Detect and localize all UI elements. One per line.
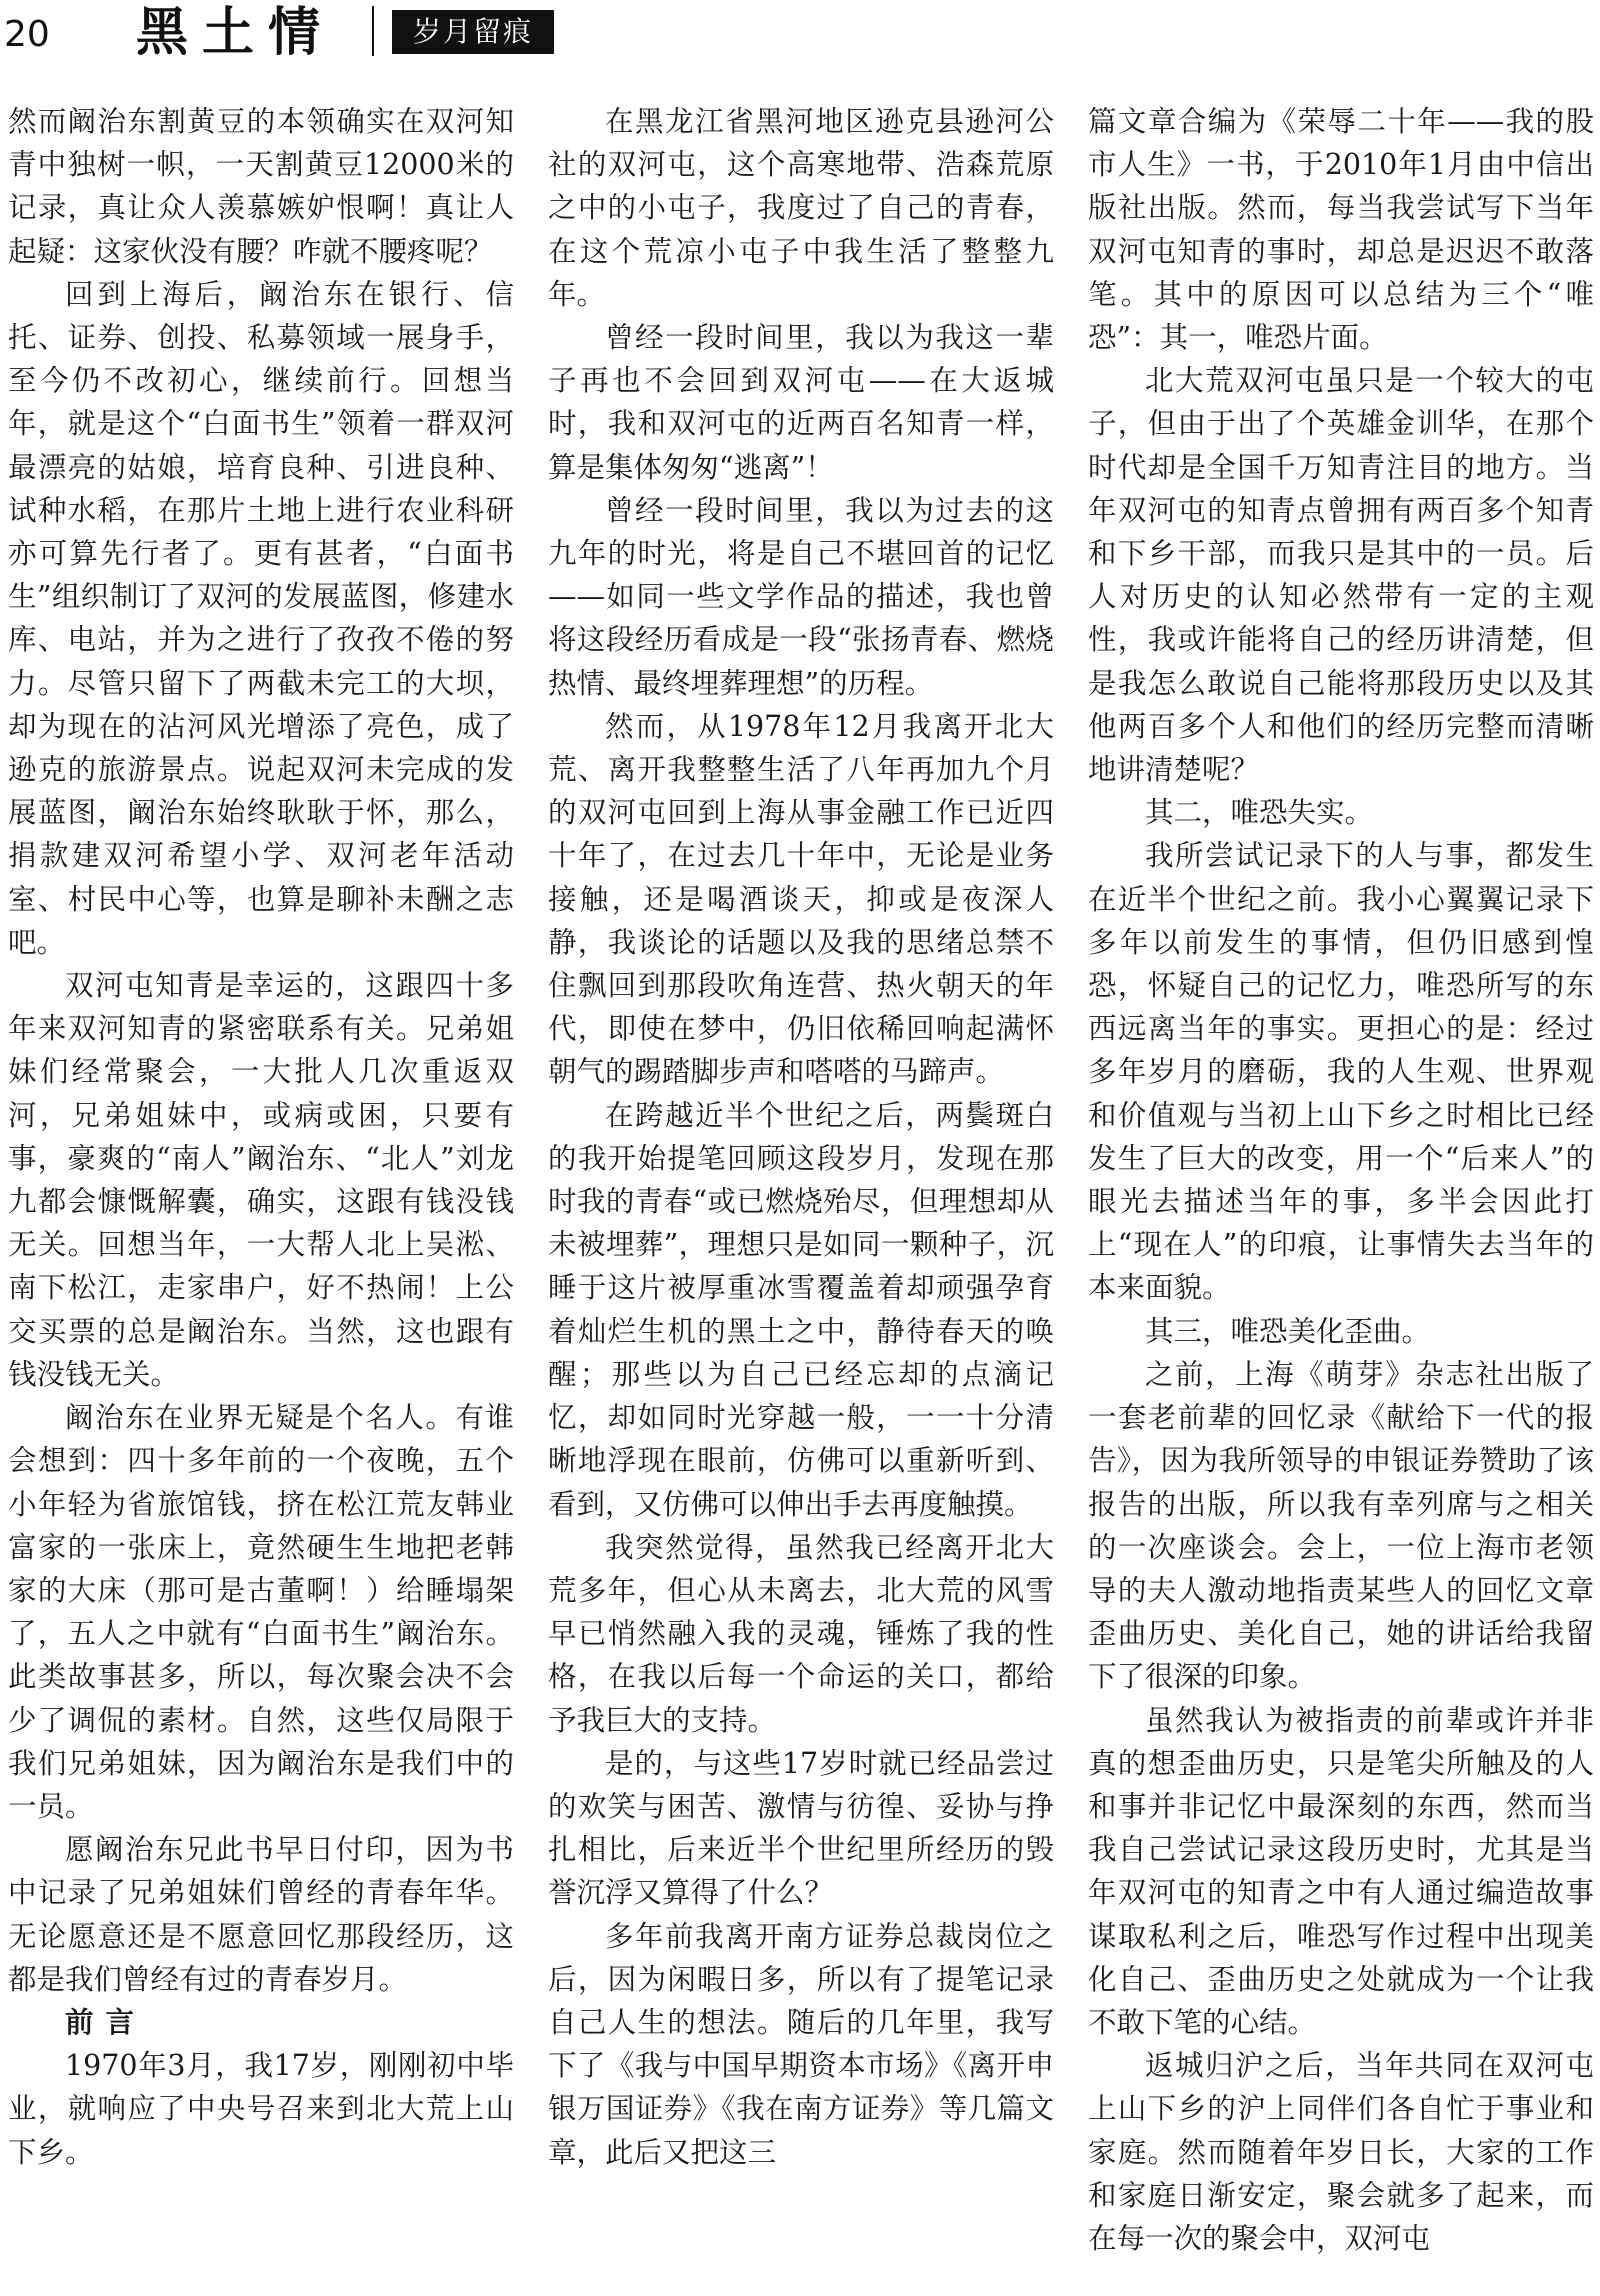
text-column-2 bbox=[548, 100, 1054, 2296]
paragraph: 在黑龙江省黑河地区逊克县逊河公社的双河屯，这个高寒地带、浩森荒原之中的小屯子，我度过了自己的青春，在这个荒凉小屯子中我生活了整整九年。 bbox=[548, 105, 1054, 311]
paragraph: 是的，与这些17岁时就已经品尝过的欢笑与困苦、激情与彷徨、妥协与挣扎相比，后来近半个世纪里所经历的毁誉沉浮又算得了什么？ bbox=[548, 1746, 1054, 1910]
paragraph: 回到上海后，阚治东在银行、信托、证券、创投、私募领域一展身手，至今仍不改初心，继续前行。回想当年，就是这个“白面书生”领着一群双河最漂亮的姑娘，培育良种、引进良种、试种水稻，在那片土地上进行农业科研亦可算先行者了。更有甚者，“白面书生”组织制订了双河的发展蓝图，修建水库、电站，并为之进行了孜孜不倦的努力。尽管只留下了两截未完工的大坝，却为现在的沾河风光增添了亮色，成了逊克的旅游景点。说起双河未完成的发展蓝图，阚治东始终耿耿于怀，那么，捐款建双河希望小学、双河老年活动室、村民中心等，也算是聊补未酬之志吧。 bbox=[8, 277, 514, 959]
text-columns bbox=[8, 100, 1596, 2296]
section-badge: 岁月留痕 bbox=[392, 10, 554, 54]
paragraph: 愿阚治东兄此书早日付印，因为书中记录了兄弟姐妹们曾经的青春年华。无论愿意还是不愿意回忆那段经历，这都是我们曾经有过的青春岁月。 bbox=[8, 1833, 514, 1996]
paragraph: 然而阚治东割黄豆的本领确实在双河知青中独树一帜，一天割黄豆12000米的记录，真让众人羡慕嫉妒恨啊！真让人起疑：这家伙没有腰？咋就不腰疼呢？ bbox=[8, 105, 514, 268]
paragraph: 之前，上海《萌芽》杂志社出版了一套老前辈的回忆录《献给下一代的报告》，因为我所领导的申银证券赞助了该报告的出版，所以我有幸列席与之相关的一次座谈会。会上，一位上海市老领导的夫人激动地指责某些人的回忆文章歪曲历史、美化自己，她的讲话给我留下了很深的印象。 bbox=[1088, 1357, 1594, 1694]
paragraph: 曾经一段时间里，我以为过去的这九年的时光，将是自己不堪回首的记忆——如同一些文学作品的描述，我也曾将这段经历看成是一段“张扬青春、燃烧热情、最终埋葬理想”的历程。 bbox=[548, 493, 1054, 700]
page-number: 20 bbox=[4, 14, 50, 55]
paragraph: 多年前我离开南方证券总裁岗位之后，因为闲暇日多，所以有了提笔记录自己人生的想法。随后的几年里，我写下了《我与中国早期资本市场》《离开申银万国证券》《我在南方证券》等几篇文章，此后又把这三 bbox=[548, 1919, 1054, 2169]
paragraph: 曾经一段时间里，我以为我这一辈子再也不会回到双河屯——在大返城时，我和双河屯的近两百名知青一样，算是集体匆匆“逃离”！ bbox=[548, 321, 1054, 484]
header-divider bbox=[372, 6, 374, 56]
paragraph: 1970年3月，我17岁，刚刚初中毕业，就响应了中央号召来到北大荒上山下乡。 bbox=[8, 2049, 514, 2169]
paragraph: 阚治东在业界无疑是个名人。有谁会想到：四十多年前的一个夜晚，五个小年轻为省旅馆钱，挤在松江荒友韩业富家的一张床上，竟然硬生生地把老韩家的大床（那可是古董啊！）给睡塌架了，五人之中就有“白面书生”阚治东。此类故事甚多，所以，每次聚会决不会少了调侃的素材。自然，这些仅局限于我们兄弟姐妹，因为阚治东是我们中的一员。 bbox=[8, 1401, 514, 1823]
paragraph: 篇文章合编为《荣辱二十年——我的股市人生》一书，于2010年1月由中信出版社出版。然而，每当我尝试写下当年双河屯知青的事时，却总是迟迟不敢落笔。其中的原因可以总结为三个“唯恐”：其一，唯恐片面。 bbox=[1088, 105, 1594, 355]
paragraph: 其二，唯恐失实。 bbox=[1145, 796, 1374, 830]
paragraph: 我所尝试记录下的人与事，都发生在近半个世纪之前。我小心翼翼记录下多年以前发生的事情，但仍旧感到惶恐，怀疑自己的记忆力，唯恐所写的东西远离当年的事实。更担心的是：经过多年岁月的磨砺，我的人生观、世界观和价值观与当初上山下乡之时相比已经发生了巨大的改变，用一个“后来人”的眼光去描述当年的事，多半会因此打上“现在人”的印痕，让事情失去当年的本来面貌。 bbox=[1088, 839, 1594, 1305]
text-column-1 bbox=[8, 100, 514, 2296]
paragraph: 其三，唯恐美化歪曲。 bbox=[1145, 1314, 1431, 1348]
paragraph: 北大荒双河屯虽只是一个较大的屯子，但由于出了个英雄金训华，在那个时代却是全国千万知青注目的地方。当年双河屯的知青点曾拥有两百多个知青和下乡干部，而我只是其中的一员。后人对历史的认知必然带有一定的主观性，我或许能将自己的经历讲清楚，但是我怎么敢说自己能将那段历史以及其他两百多个人和他们的经历完整而清晰地讲清楚呢？ bbox=[1088, 364, 1594, 787]
paragraph: 我突然觉得，虽然我已经离开北大荒多年，但心从未离去，北大荒的风雪早已悄然融入我的灵魂，锤炼了我的性格，在我以后每一个命运的关口，都给予我巨大的支持。 bbox=[548, 1530, 1054, 1737]
paragraph: 虽然我认为被指责的前辈或许并非真的想歪曲历史，只是笔尖所触及的人和事并非记忆中最深刻的东西，然而当我自己尝试记录这段历史时，尤其是当年双河屯的知青之中有人通过编造故事谋取私利之后，唯恐写作过程中出现美化自己、歪曲历史之处就成为一个让我不敢下笔的心结。 bbox=[1088, 1703, 1594, 2039]
page-header bbox=[0, 0, 1600, 66]
paragraph: 在跨越近半个世纪之后，两鬓斑白的我开始提笔回顾这段岁月，发现在那时我的青春“或已燃烧殆尽，但理想却从未被埋葬”，理想只是如同一颗种子，沉睡于这片被厚重冰雪覆盖着却顽强孕育着灿烂生机的黑土之中，静待春天的唤醒；那些以为自己已经忘却的点滴记忆，却如同时光穿越一般，一一十分清晰地浮现在眼前，仿佛可以重新听到、看到，又仿佛可以伸出手去再度触摸。 bbox=[548, 1098, 1054, 1521]
text-column-3 bbox=[1088, 100, 1594, 2296]
paragraph: 然而，从1978年12月我离开北大荒、离开我整整生活了八年再加九个月的双河屯回到上海从事金融工作已近四十年了，在过去几十年中，无论是业务接触，还是喝酒谈天，抑或是夜深人静，我谈论的话题以及我的思绪总禁不住飘回到那段吹角连营、热火朝天的年代，即使在梦中，仍旧依稀回响起满怀朝气的踢踏脚步声和嗒嗒的马蹄声。 bbox=[548, 709, 1054, 1089]
magazine-title: 黑土情 bbox=[136, 2, 335, 63]
section-heading: 前言 bbox=[65, 2004, 147, 2039]
paragraph: 双河屯知青是幸运的，这跟四十多年来双河知青的紧密联系有关。兄弟姐妹们经常聚会，一大批人几次重返双河，兄弟姐妹中，或病或困，只要有事，豪爽的“南人”阚治东、“北人”刘龙九都会慷慨解囊，确实，这跟有钱没钱无关。回想当年，一大帮人北上吴淞、南下松江，走家串户，好不热闹！上公交买票的总是阚治东。当然，这也跟有钱没钱无关。 bbox=[8, 969, 514, 1391]
paragraph: 返城归沪之后，当年共同在双河屯上山下乡的沪上同伴们各自忙于事业和家庭。然而随着年岁日长，大家的工作和家庭日渐安定，聚会就多了起来，而在每一次的聚会中，双河屯 bbox=[1088, 2049, 1594, 2255]
